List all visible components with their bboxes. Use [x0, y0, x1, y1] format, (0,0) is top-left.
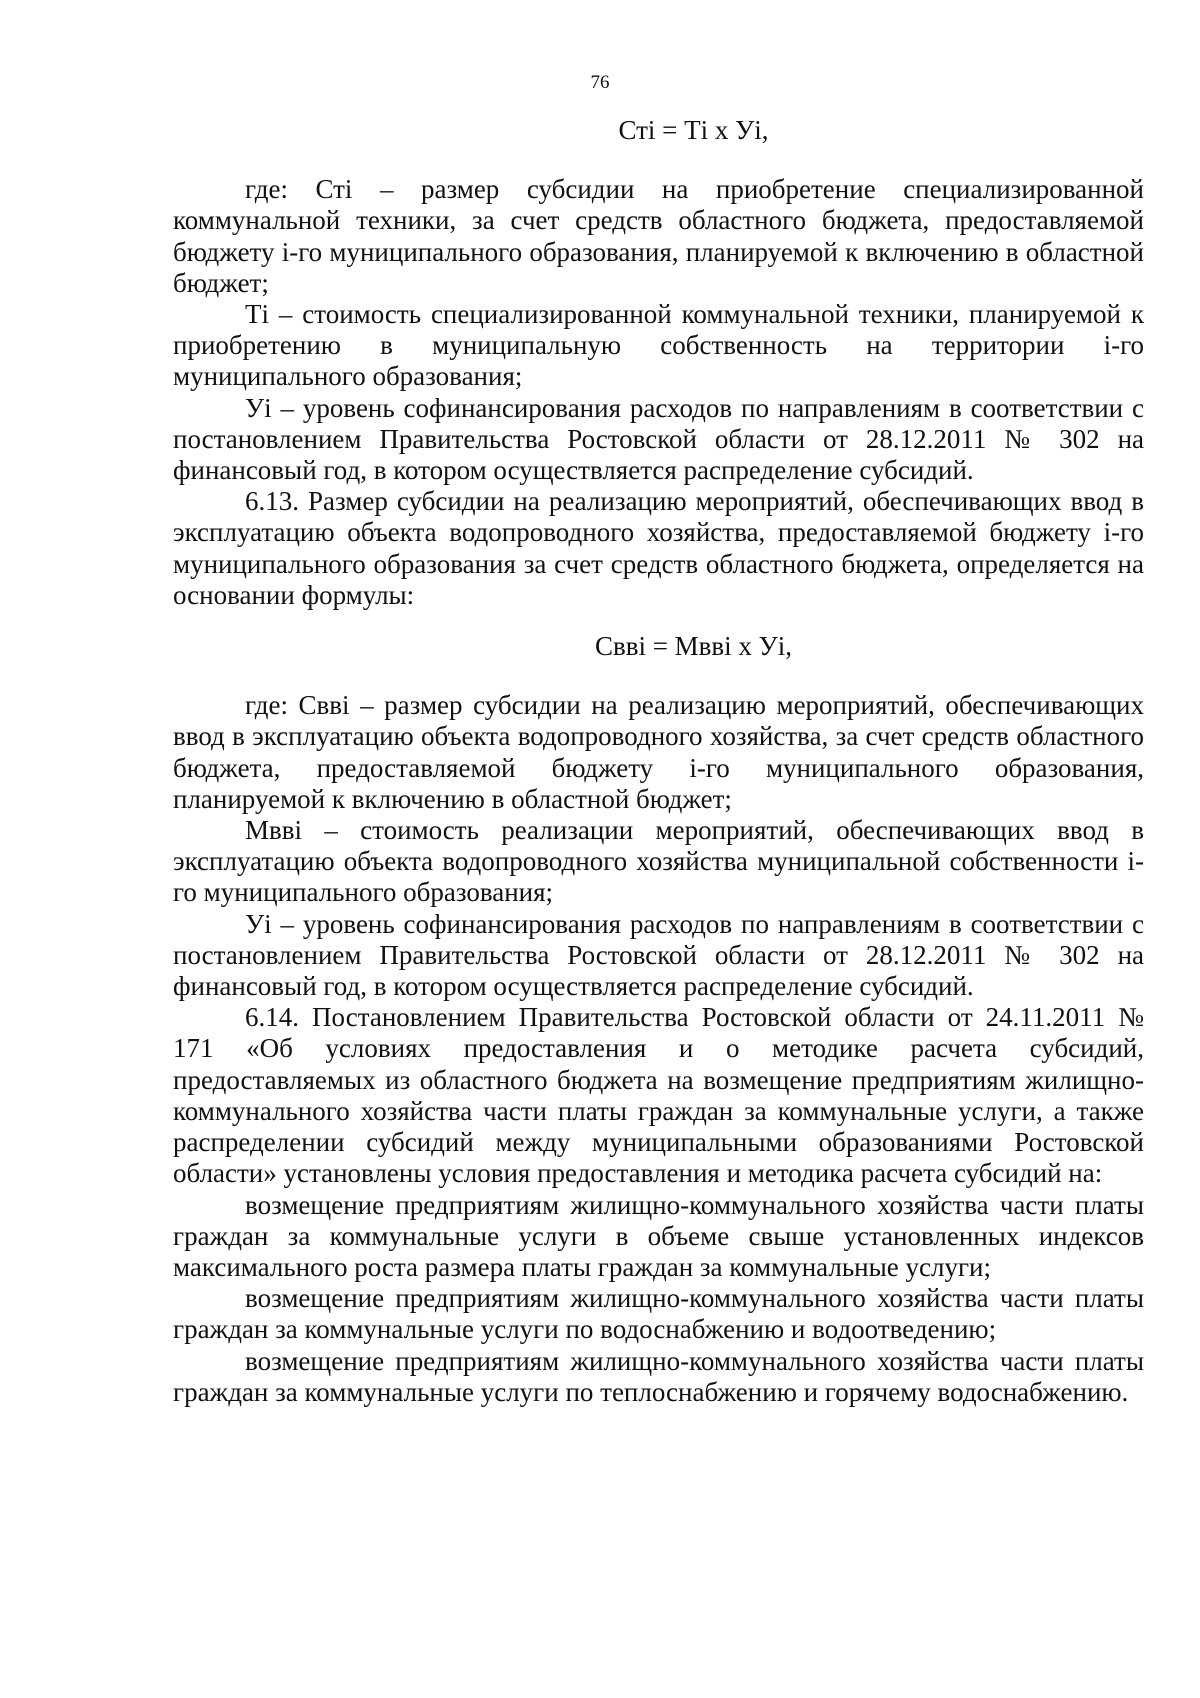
paragraph-6-13: 6.13. Размер субсидии на реализацию мероприятий, обеспечивающих ввод в эксплуатацию объекта водопроводного хозяйства, предоставляемой бюджету i-го муниципального образования за счет средств областного бюджета, определяется на основании формулы:	[173, 486, 1144, 610]
paragraph-definition-mvv: Мввi – стоимость реализации мероприятий, обеспечивающих ввод в эксплуатацию объекта водопроводного хозяйства муниципальной собственности i-го муниципального образования;	[173, 815, 1144, 908]
formula-subsidy-water: Свві = Мввi х Уi,	[594, 631, 793, 662]
paragraph-definition-u: Уi – уровень софинансирования расходов по направлениям в соответствии с постановлением Правительства Ростовской области от 28.12.2011 № 302 на финансовый год, в котором осуществляется распределение субсидий.	[173, 392, 1144, 486]
paragraph-definition-ct: где: Стi – размер субсидии на приобретение специализированной коммунальной техники, за счет средств областного бюджета, предоставляемой бюджету i-го муниципального образования, планируемой к включению в областной бюджет;	[173, 174, 1144, 298]
spacer	[173, 611, 1144, 631]
list-item-compensation-3: возмещение предприятиям жилищно-коммунального хозяйства части платы граждан за коммунальные услуги по теплоснабжению и горячему водоснабжению.	[173, 1345, 1144, 1407]
list-item-compensation-2: возмещение предприятиям жилищно-коммунального хозяйства части платы граждан за коммунальные услуги по водоснабжению и водоотведению;	[173, 1283, 1144, 1345]
page-number: 76	[590, 72, 610, 93]
list-item-compensation-1: возмещение предприятиям жилищно-коммунального хозяйства части платы граждан за коммунальные услуги в объеме свыше установленных индексов максимального роста размера платы граждан за коммунальные услуги;	[173, 1189, 1144, 1282]
formula-subsidy-equipment: Стi = Тi х Уi,	[618, 115, 769, 145]
paragraph-definition-cvv: где: Свві – размер субсидии на реализацию мероприятий, обеспечивающих ввод в эксплуатацию объекта водопроводного хозяйства, за счет средств областного бюджета, предоставляемой бюджету i-го муниципального образования, планируемой к включению в областной бюджет;	[173, 690, 1144, 814]
paragraph-definition-t: Тi – стоимость специализированной коммунальной техники, планируемой к приобретению в муниципальную собственность на территории i-го муниципального образования;	[173, 299, 1144, 392]
paragraph-6-14: 6.14. Постановлением Правительства Ростовской области от 24.11.2011 № 171 «Об условиях предоставления и о методике расчета субсидий, предоставляемых из областного бюджета на возмещение предприятиям жилищно-коммунального хозяйства части платы граждан за коммунальные услуги, а также распределении субсидий между муниципальными образованиями Ростовской области» установлены условия предоставления и методика расчета субсидий на:	[173, 1002, 1144, 1189]
document-body	[173, 115, 1144, 1408]
paragraph-definition-u-2: Уi – уровень софинансирования расходов по направлениям в соответствии с постановлением Правительства Ростовской области от 28.12.2011 № 302 на финансовый год, в котором осуществляется распределение субсидий.	[173, 908, 1144, 1002]
